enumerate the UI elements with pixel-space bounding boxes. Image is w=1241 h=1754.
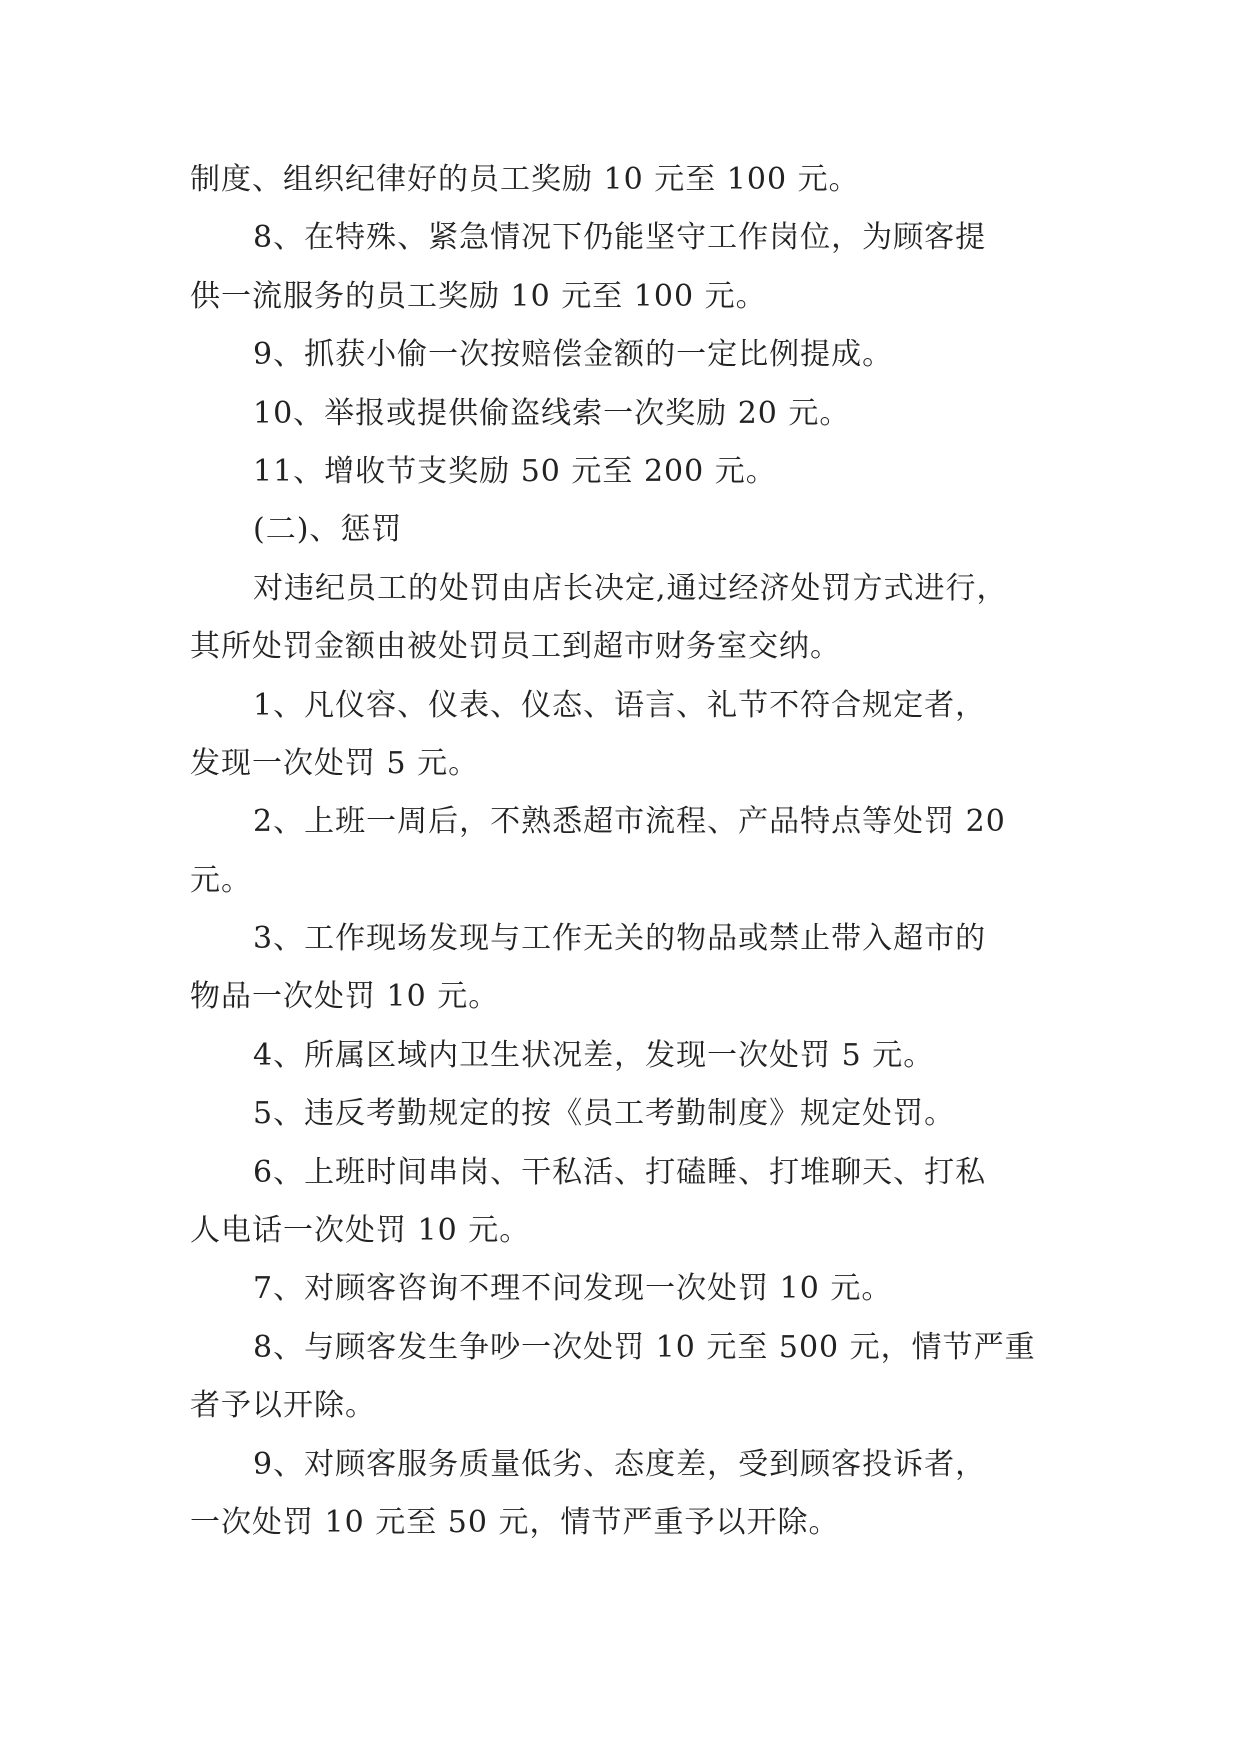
text-line: 3、工作现场发现与工作无关的物品或禁止带入超市的 — [253, 921, 987, 957]
text-line: 7、对顾客咨询不理不问发现一次处罚 10 元。 — [253, 1271, 893, 1307]
text-line: 一次处罚 10 元至 50 元，情节严重予以开除。 — [190, 1504, 840, 1540]
text-line: 2、上班一周后，不熟悉超市流程、产品特点等处罚 20 — [253, 804, 1006, 840]
text-line: 1、凡仪容、仪表、仪态、语言、礼节不符合规定者， — [253, 687, 987, 723]
text-line: 6、上班时间串岗、干私活、打磕睡、打堆聊天、打私 — [253, 1154, 987, 1190]
text-line: 供一流服务的员工奖励 10 元至 100 元。 — [190, 278, 767, 314]
text-line: 物品一次处罚 10 元。 — [190, 979, 500, 1015]
section-heading: (二)、惩罚 — [253, 512, 403, 548]
text-line: 4、所属区域内卫生状况差，发现一次处罚 5 元。 — [253, 1037, 935, 1073]
text-line: 8、在特殊、紧急情况下仍能坚守工作岗位，为顾客提 — [253, 220, 987, 256]
text-line: 制度、组织纪律好的员工奖励 10 元至 100 元。 — [190, 162, 860, 197]
text-line: 11、增收节支奖励 50 元至 200 元。 — [253, 453, 777, 489]
text-line: 人电话一次处罚 10 元。 — [190, 1213, 531, 1249]
text-line: 其所处罚金额由被处罚员工到超市财务室交纳。 — [190, 629, 841, 665]
text-line: 发现一次处罚 5 元。 — [190, 745, 480, 781]
text-line: 9、对顾客服务质量低劣、态度差，受到顾客投诉者， — [253, 1446, 987, 1482]
text-line: 9、抓获小偷一次按赔偿金额的一定比例提成。 — [253, 337, 894, 373]
text-line: 对违纪员工的处罚由店长决定,通过经济处罚方式进行， — [253, 570, 1008, 606]
text-line: 10、举报或提供偷盗线索一次奖励 20 元。 — [253, 395, 851, 431]
document-body — [190, 151, 1060, 1552]
text-line: 5、违反考勤规定的按《员工考勤制度》规定处罚。 — [253, 1096, 956, 1132]
text-line: 者予以开除。 — [190, 1388, 376, 1424]
text-line: 元。 — [190, 862, 252, 898]
text-line: 8、与顾客发生争吵一次处罚 10 元至 500 元，情节严重 — [253, 1329, 1036, 1365]
